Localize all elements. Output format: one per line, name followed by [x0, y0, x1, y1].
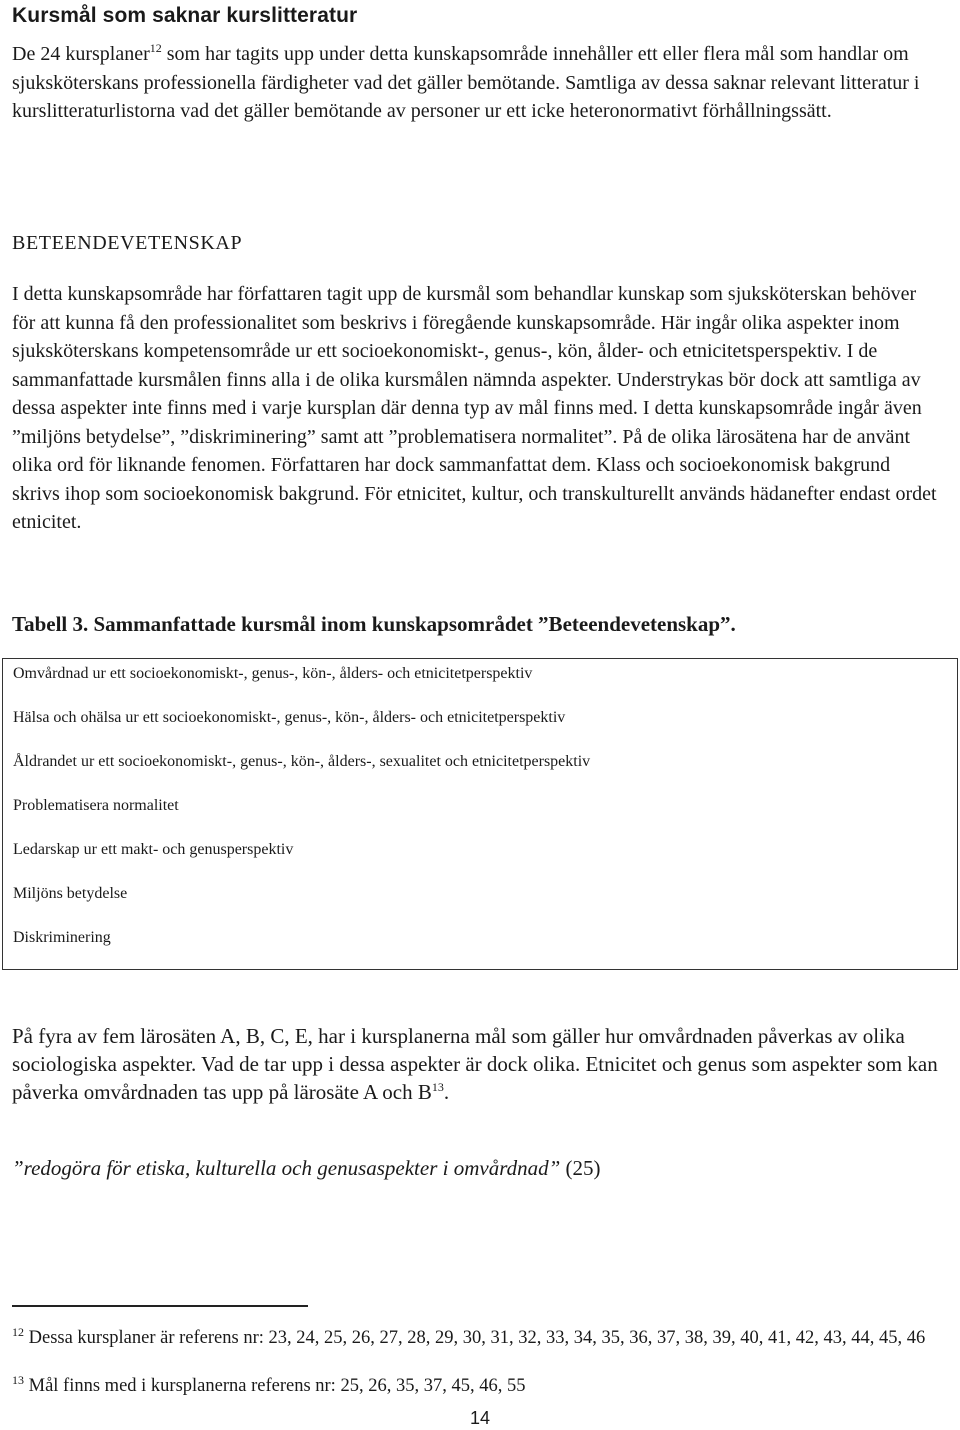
footnote-ref-13[interactable]: 13: [431, 1080, 444, 1094]
table-row: Problematisera normalitet: [13, 797, 179, 814]
paragraph-institutions: [12, 1022, 942, 1106]
footnote-number: 13: [12, 1373, 24, 1387]
paragraph-text: .: [443, 1080, 450, 1104]
footnote-number: 12: [12, 1325, 24, 1339]
footnote-divider: [12, 1305, 308, 1307]
section-heading: Kursmål som saknar kurslitteratur: [12, 4, 358, 27]
footnote-13: [12, 1374, 942, 1398]
paragraph-text: som har tagits upp under detta kunskapsområde innehåller ett eller flera mål som handlar om sjuksköterskans professionella färdigheter vad det gäller bemötande. Samtliga av dessa saknar relevant litteratur i kurslitteraturlistorna vad det gäller bemötande av personer ur ett icke heteronormativt förhållningssätt.: [12, 43, 920, 122]
table-row: Omvårdnad ur ett socioekonomiskt-, genus-, kön-, ålders- och etnicitetperspektiv: [13, 665, 533, 682]
quote-text: ”redogöra för etiska, kulturella och genusaspekter i omvårdnad”: [12, 1156, 561, 1180]
quote-reference: (25): [560, 1156, 601, 1180]
paragraph-beteendevetenskap: I detta kunskapsområde har författaren tagit upp de kursmål som behandlar kunskap som sjuksköterskan behöver för att kunna få den professionalitet som beskrivs i föregående kunskapsområde. Här ingår olika aspekter inom sjuksköterskans kompetensområde ur ett socioekonomiskt-, genus-, kön, ålder- och etnicitetsperspektiv. I de sammanfattade kursmålen finns alla i de olika kursmålen nämnda aspekter. Understrykas bör dock att samtliga av dessa aspekter inte finns med i varje kursplan där denna typ av mål finns med. I detta kunskapsområde ingår även ”miljöns betydelse”, ”diskriminering” samt att ”problematisera normalitet”. På de olika lärosätena har de använt olika ord för liknande fenomen. Författaren har dock sammanfattat dem. Klass och socioekonomisk bakgrund skrivs ihop som socioekonomisk bakgrund. För etnicitet, kultur, och transkulturellt används hädanefter endast ordet etnicitet.: [12, 283, 937, 533]
footnote-text: Dessa kursplaner är referens nr: 23, 24, 25, 26, 27, 28, 29, 30, 31, 32, 33, 34, 35, 36, 37, 38, 39, 40, 41, 42, 43, 44, 45, 46: [24, 1328, 926, 1348]
summary-table: [2, 658, 958, 970]
footnote-ref-12[interactable]: 12: [149, 41, 162, 55]
table-row: Åldrandet ur ett socioekonomiskt-, genus-, kön-, ålders-, sexualitet och etnicitetperspektiv: [13, 753, 591, 770]
heading-beteendevetenskap: BETEENDEVETENSKAP: [12, 232, 243, 254]
footnote-12: [12, 1326, 942, 1350]
table-row: Ledarskap ur ett makt- och genusperspektiv: [13, 841, 294, 858]
paragraph-text: De 24 kursplaner: [12, 43, 150, 65]
paragraph-text: På fyra av fem lärosäten A, B, C, E, har i kursplanerna mål som gäller hur omvårdnaden påverkas av olika sociologiska aspekter. Vad de tar upp i dessa aspekter är dock olika. Etnicitet och genus som aspekter som kan påverka omvårdnaden tas upp på lärosäte A och B: [12, 1024, 938, 1104]
paragraph-course-goals: [12, 40, 942, 126]
table-row: Diskriminering: [13, 929, 111, 946]
table-row: Hälsa och ohälsa ur ett socioekonomiskt-, genus-, kön-, ålders- och etnicitetperspektiv: [13, 709, 566, 726]
table-caption: Tabell 3. Sammanfattade kursmål inom kunskapsområdet ”Beteendevetenskap”.: [12, 612, 736, 636]
page-number: 14: [469, 1408, 491, 1428]
footnote-text: Mål finns med i kursplanerna referens nr: 25, 26, 35, 37, 45, 46, 55: [24, 1376, 526, 1396]
table-row: Miljöns betydelse: [13, 885, 128, 902]
course-goal-quote: [12, 1156, 601, 1181]
